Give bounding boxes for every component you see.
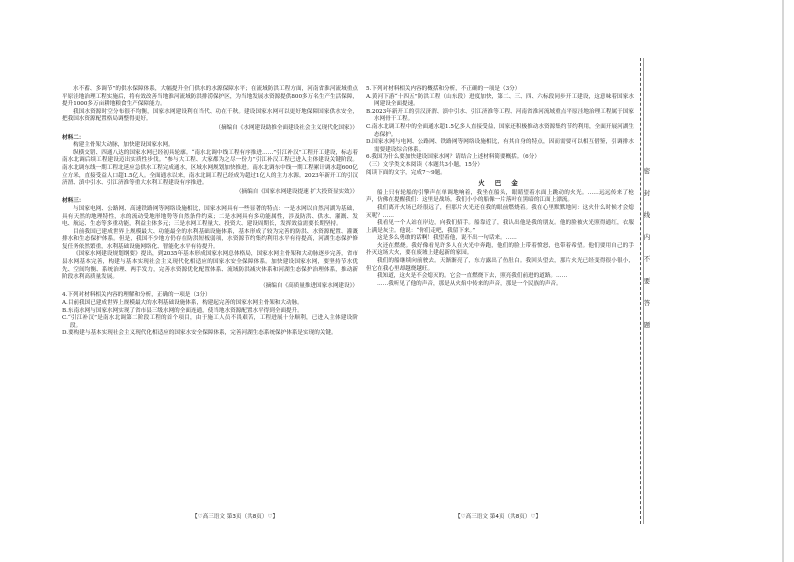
story-paragraph: 我们离开火场已经很远了，但那片火光还在我的眼前燃烧着。我在心里默默地问：这火什么时候才会熄灭呢？…… [366,204,634,219]
question-4: 4.下列对材料相关内容的理解和分析，正确的一项是（3分） [62,292,211,299]
option-a: A.目前我国已建成世界上规模最大的水利基础设施体系，构建起完善的国家水网主骨架和大动脉。 [62,300,303,307]
question-6: 6.我国为什么要加快建设国家水网？请结合上述材料简要概括。（6分） [366,154,540,161]
source-note: （摘编自《水网建设助推全面建设社会主义现代化国家》） [215,124,358,131]
option-c: C.南水北调工程中的全面通水超1.5亿多人直接受益，国家还积极推动水资源集约节约利用，全面开展河湖生态保护。 [366,123,634,138]
option-c: C.“引江补汉”是南水北调第二阶段工程的首个项目，由于施工人员不畏艰苦，工程进展十分顺利，已进入主体建设阶段。 [62,315,358,329]
binding-char: 要 [643,277,651,285]
binding-margin-text [640,160,654,336]
story-paragraph: ……我听见了他的声音，那是从火焰中传来的声音，那是一个民族的声音。 [377,280,562,287]
paragraph: 构建主骨架大动脉，加快建设国家水网。 [73,142,174,149]
story-paragraph: 船上只有轮船的引擎声在单调地响着，我坐在船头，眼睛望着水面上跳动的火光。……远远传来了枪声，仿佛在提醒我们：这里是战场。我们小小的船像一片落叶在黑暗的江面上漂流。 [366,189,634,204]
binding-char: 答 [643,299,651,307]
paragraph: 我国水资源时空分布很不均衡，国家水网建设利在当代、功在千秋。建设国家水网可以更好地保障国家供水安全，把我国水资源配置格局调整得更好。 [62,108,358,123]
material-heading: 材料三： [62,198,85,205]
binding-char: 线 [643,211,651,219]
story-paragraph: 这是多么勇敢的话啊！我望着他，说不出一句话来。…… [377,235,517,242]
section-heading: （三）文学类文本阅读（本题共3小题，15分） [366,161,483,168]
left-column [62,86,358,338]
option-d: D.要构建与基本实现社会主义现代化相适应的国家水安全保障体系，完善河湖生态系统保护体系是实现的关键。 [62,330,337,337]
binding-char: 不 [643,255,651,263]
right-column [366,86,634,288]
option-a: A.黄河下游“十四五”防洪工程（山东段）进度加快，第二、三、四、六标段同步开工建设，这意味着国家水网建设全面提速。 [366,93,634,108]
paragraph: 目前我国已建成世界上规模最大、功能最全的水利基础设施体系，基本形成了较为完善的防洪、水资源配置、灌溉排水和生态保护体系。但是，我国不少地方仍存在防洪短板弱项，水资源节约集约利用水平有待提高，河湖生态保护修复任务依然繁重，水利基础设施网络化、智能化水平有待提升。 [62,228,358,250]
story-paragraph: 我们的船继续向前驶去。天渐渐亮了，东方露出了鱼肚白。我回头望去，那片火光已经变得很小很小，但它在我心里却越烧越旺。 [366,258,634,272]
paragraph: 《国家水网建设规划纲要》提出，到2035年基本形成国家水网总体格局，国家水网主骨架和大动脉逐步完善，省市县水网基本完善，构建与基本实现社会主义现代化相适应的国家水安全保障体系。加快建设国家水网，要坚持节水优先、空间均衡、系统治理、两手发力，完善水资源优化配置体系、流域防洪减灾体系和河湖生态保护治理体系，推动新阶段水利高质量发展。 [62,251,358,281]
page-footer-right: 【♡高三语文 第4页（共8页）♡】 [455,514,542,520]
paragraph: 与国家电网、公路网、高速铁路网等网络设施相比，国家水网具有一些显著的特点：一是水网以自然河湖为基础，具有天然的地理特性，水的流动受地形地势等自然条件约束；二是水网具有多功能属性，涉及防洪、供水、灌溉、发电、航运、生态等多重功能，利益主体多元；三是水网工程量大、投资大、建设周期长，发挥效益需要长期坚持。 [62,205,358,228]
story-title: 火 巴 金 [478,179,522,188]
binding-char: 内 [643,233,651,241]
option-b: B.2023年新开工的引汉济渭、滇中引水、引江济淮等工程、河南省淮河流域重点平原洼地治理工程属于国家水网骨干工程。 [366,108,634,123]
story-paragraph: 我看见一个人站在岸边，向我们招手。船靠近了，我认出他是我的朋友。他的脸被火光照得通红，衣服上满是灰尘。他说：“你们走吧，我留下来。” [366,220,634,234]
paragraph: 纵横交错、四通八达的国家水网已经初具轮廓。“南水北调中线工程有序推进……”引江补汉”工程开工建设，标志着南水北调后续工程建设迈出实质性步伐。“参与大工程、大家都为之尽一份力”引江补汉工程已进入主体建设关键阶段。南水北调东线一期工程北延应急供水工程完成通水，区域水网规划加快推进。南水北调东中线一期工程累计调水超600亿立方米，直接受益人口超1.5亿人。全面通水以来，南水北调工程已经成为超过1亿人的主力水源。2023年新开工的引汉济渭、滇中引水、引江济淮等重大水利工程建设有序推进。 [62,149,358,187]
story-paragraph: 我知道，这火是不会熄灭的。它会一直燃烧下去，照亮我们前进的道路。…… [377,273,568,280]
material-heading: 材料二： [62,134,85,141]
option-b: B.东南水网与国家水网实现了省市县三级水网的全面连通，使当地水资源配置水平得到全面提升。 [62,307,303,314]
page-footer-left: 【♡高三语文 第3页（共8页）♡】 [192,514,279,520]
scan-edge [782,0,784,562]
source-note: （摘编自《国家水网建设提速 扩大投资显实效》） [235,188,358,195]
source-note: （摘编自《高质量推进国家水网建设》） [260,282,358,289]
option-d: D.国家水网与电网、公路网、铁路网等网络设施相比，有其自身的特点，因而需要可以相互借鉴，引调排水需要建设综合体系。 [366,139,634,153]
story-paragraph: 火还在燃烧。我好像看见许多人在火光中奔跑，他们的脸上带着愤怒，也带着希望。他们要用自己的手扑灭这场大火，要在废墟上建起新的家园。 [366,242,634,257]
reading-instruction: 阅读下面的文字，完成7～9题。 [366,169,446,176]
question-5: 5.下列对材料相关内容的概括和分析，不正确的一项是（3分） [366,86,521,92]
binding-char: 题 [643,321,651,329]
paragraph: 水不蓄、多调节”的供水保障体系，大幅提升全门供水的水源保障水平；在流域防洪工程方面，河南省淮河流域重点平原洼地治理工程实施后，将有效改善当地淮河流域防洪排涝保护区，为当地发展水资源提供800多万名生产生活保障，提升1000多万亩耕地粮食生产保障能力。 [62,86,358,108]
binding-char: 密 [643,167,651,175]
binding-char: 封 [643,189,651,197]
